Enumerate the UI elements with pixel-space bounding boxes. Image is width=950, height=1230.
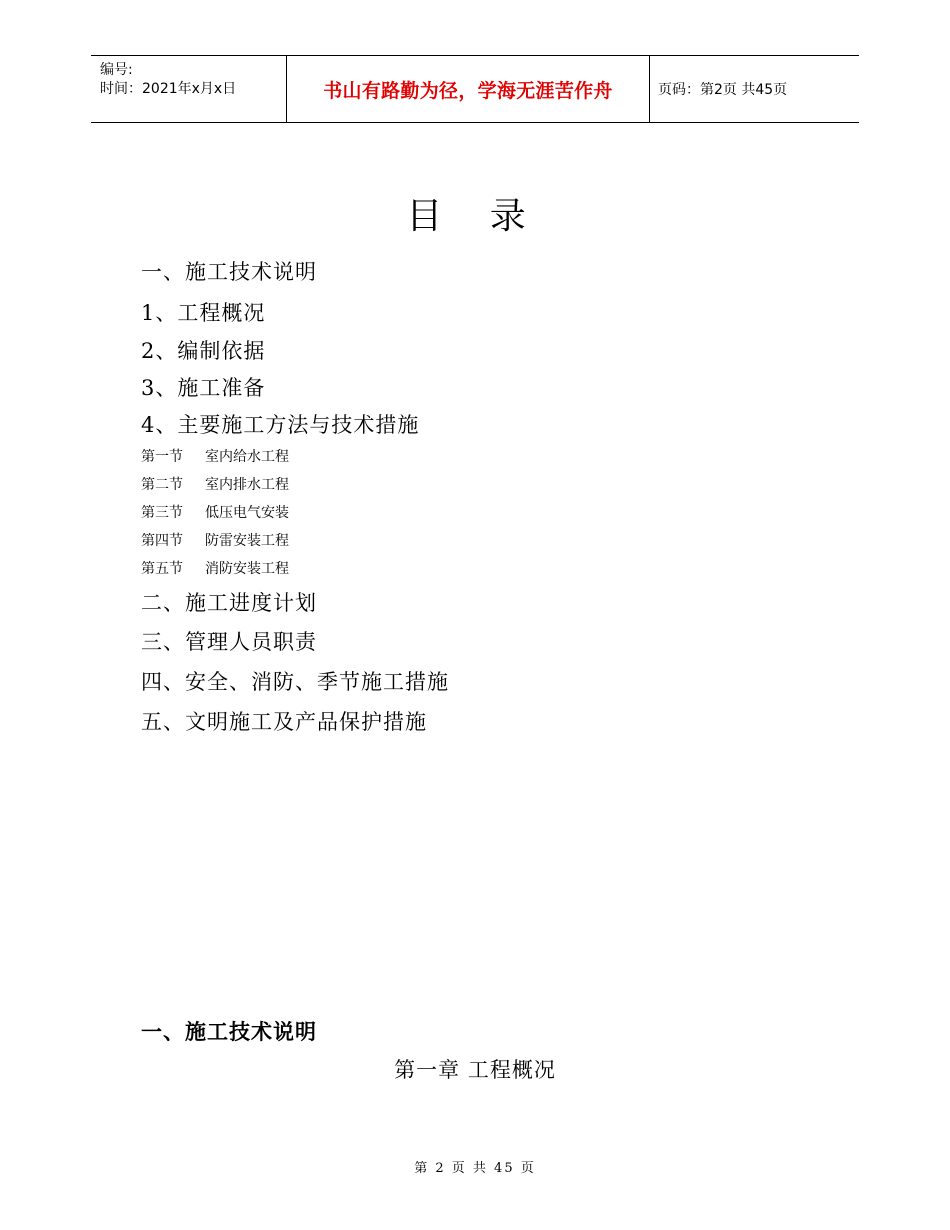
section-name: 低压电气安装	[205, 505, 289, 521]
toc-item: 4、主要施工方法与技术措施	[141, 413, 420, 437]
toc-item: 3、施工准备	[141, 376, 266, 400]
page-header	[91, 55, 859, 123]
section-number: 第四节	[141, 533, 183, 549]
toc-item: 五、文明施工及产品保护措施	[141, 710, 427, 734]
toc-item: 二、施工进度计划	[141, 591, 317, 615]
section-name: 室内排水工程	[205, 477, 289, 493]
section-name: 消防安装工程	[205, 561, 289, 577]
toc-item: 一、施工技术说明	[141, 260, 317, 284]
section-heading: 一、施工技术说明	[141, 1020, 317, 1044]
chapter-title: 第一章 工程概况	[394, 1058, 556, 1082]
section-name: 室内给水工程	[205, 449, 289, 465]
toc-section	[141, 530, 289, 550]
section-number: 第一节	[141, 449, 183, 465]
section-number: 第二节	[141, 477, 183, 493]
toc-item: 1、工程概况	[141, 301, 266, 325]
toc-section	[141, 558, 289, 578]
toc-section	[141, 446, 289, 466]
date-label: 时间：2021年x月x日	[100, 81, 237, 97]
page-footer: 第 2 页 共 45 页	[414, 1161, 536, 1176]
toc-item: 2、编制依据	[141, 339, 266, 363]
header-left-cell	[91, 56, 287, 122]
header-motto: 书山有路勤为径，学海无涯苦作舟	[287, 56, 650, 122]
toc-section	[141, 474, 289, 494]
serial-label: 编号:	[100, 62, 133, 78]
section-name: 防雷安装工程	[205, 533, 289, 549]
toc-section	[141, 502, 289, 522]
section-number: 第三节	[141, 505, 183, 521]
header-page-info: 页码：第2页 共45页	[658, 82, 788, 98]
toc-item: 三、管理人员职责	[141, 630, 317, 654]
section-number: 第五节	[141, 561, 183, 577]
toc-item: 四、安全、消防、季节施工措施	[141, 670, 449, 694]
toc-title: 目 录	[406, 196, 544, 237]
